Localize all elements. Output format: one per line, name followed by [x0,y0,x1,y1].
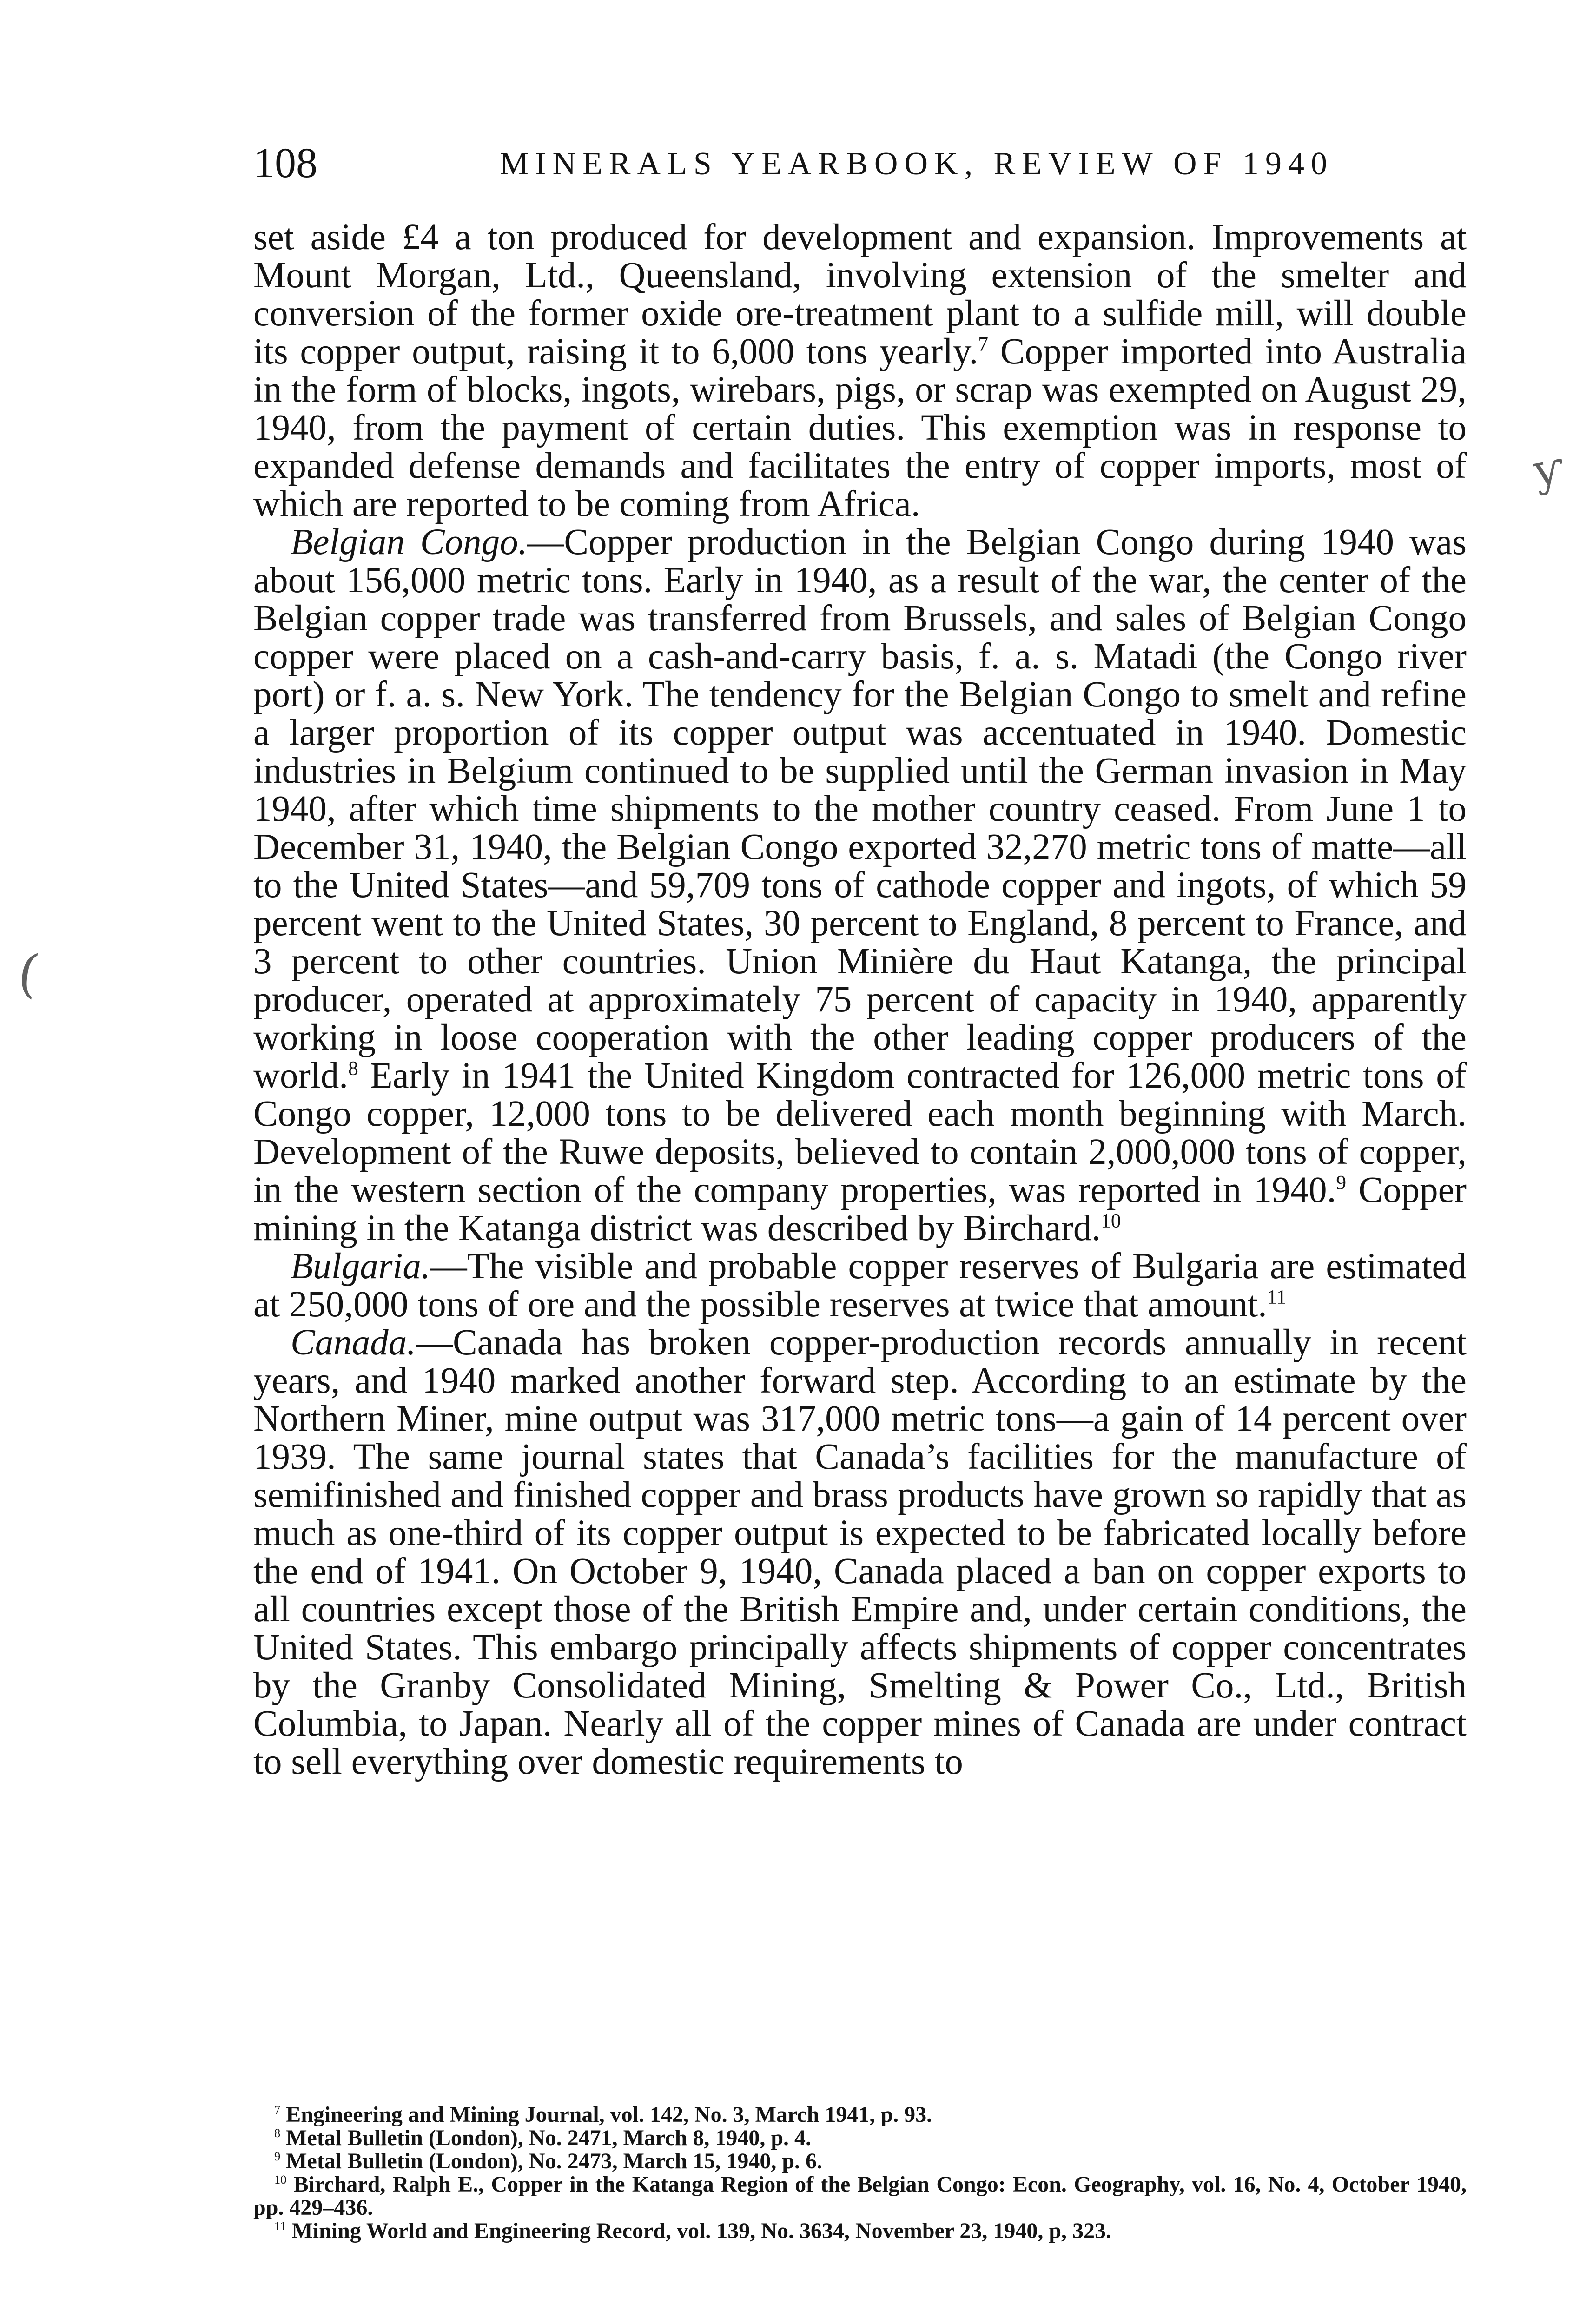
footnote-ref: 9 [1336,1171,1347,1194]
page-number: 108 [253,139,317,186]
running-head [253,137,1467,188]
footnote-9 [253,2150,1467,2173]
paragraph-australia [253,218,1467,523]
footnote-text: Engineering and Mining Journal, vol. 142, No. 3, March 1941, p. 93. [286,2102,932,2127]
footnote-text: Metal Bulletin (London), No. 2473, March 15, 1940, p. 6. [286,2149,823,2173]
paragraph-canada [253,1324,1467,1781]
footnote-ref: 8 [348,1057,358,1080]
section-heading-belgian-congo: Belgian Congo. [291,522,528,562]
footnote-text: Mining World and Engineering Record, vol. 139, No. 3634, November 23, 1940, p, 323. [291,2218,1112,2243]
footnote-text: Metal Bulletin (London), No. 2471, March 8, 1940, p. 4. [286,2126,812,2150]
paragraph-text: Early in 1941 the United Kingdom contracted for 126,000 metric tons of Congo copper, 12,000 tons to be delivered each month beginning with March. Development of the Ruwe deposits, believed to contain 2,000,000 tons of copper, in the western section of the company properties, was reported in 1940. [253,1056,1467,1210]
section-heading-canada: Canada. [291,1322,416,1363]
paragraph-text: set aside £4 a ton produced for development and expansion. Improvements at Mount Morgan, Ltd., Queensland, involving extension of the smelter and conversion of the former oxide ore-treatment plant to a sulfide mill, will double its copper output, raising it to 6,000 tons yearly. [253,217,1467,372]
margin-pencil-mark: ( [14,942,43,1004]
paragraph-text: —Canada has broken copper-production records annually in recent years, and 1940 marked another forward step. According to an estimate by the Northern Miner, mine output was 317,000 metric tons—a gain of 14 percent over 1939. The same journal states that Canada’s facilities for the manufacture of semifinished and finished copper and brass products have grown so rapidly that as much as one-third of its copper output is expected to be fabricated locally before the end of 1941. On October 9, 1940, Canada placed a ban on copper exports to all countries except those of the British Empire and, under certain conditions, the United States. This embargo principally affects shipments of copper concentrates by the Granby Consolidated Mining, Smelting & Power Co., Ltd., British Columbia, to Japan. Nearly all of the copper mines of Canada are under contract to sell everything over domestic requirements to [253,1322,1467,1782]
paragraph-bulgaria [253,1248,1467,1324]
footnote-number: 7 [274,2103,281,2117]
margin-pencil-mark: ƴ [1529,442,1568,497]
paragraph-text: —Copper production in the Belgian Congo during 1940 was about 156,000 metric tons. Early in 1940, as a result of the war, the center of the Belgian copper trade was transferred from Brussels, and sales of Belgian Congo copper were placed on a cash-and-carry basis, f. a. s. Matadi (the Congo river port) or f. a. s. New York. The tendency for the Belgian Congo to smelt and refine a larger proportion of its copper output was accentuated in 1940. Domestic industries in Belgium continued to be supplied until the German invasion in May 1940, after which time shipments to the mother country ceased. From June 1 to December 31, 1940, the Belgian Congo exported 32,270 metric tons of matte—all to the United States—and 59,709 tons of cathode copper and ingots, of which 59 percent went to the United States, 30 percent to England, 8 percent to France, and 3 percent to other countries. Union Minière du Haut Katanga, the principal producer, operated at approximately 75 percent of capacity in 1940, apparently working in loose cooperation with the other leading copper producers of the world. [253,522,1467,1096]
footnote-11 [253,2219,1467,2243]
footnote-number: 10 [274,2172,287,2186]
footnote-ref: 11 [1267,1286,1287,1308]
paragraph-belgian-congo [253,523,1467,1248]
paragraph-text: Copper mining in the Katanga district was described by Birchard. [253,1170,1467,1248]
footnote-ref: 7 [978,333,988,356]
running-head-title: MINERALS YEARBOOK, REVIEW OF 1940 [500,146,1334,182]
section-heading-bulgaria: Bulgaria. [291,1246,430,1287]
footnote-7 [253,2103,1467,2126]
footnote-10 [253,2173,1467,2219]
paragraph-text: Copper imported into Australia in the form of blocks, ingots, wirebars, pigs, or scrap was exempted on August 29, 1940, from the payment of certain duties. This exemption was in response to expanded defense demands and facilitates the entry of copper imports, most of which are reported to be coming from Africa. [253,331,1467,524]
footnote-number: 9 [274,2149,281,2163]
footnote-number: 11 [274,2219,286,2233]
footnote-text: Birchard, Ralph E., Copper in the Katanga Region of the Belgian Congo: Econ. Geography, vol. 16, No. 4, October 1940, pp. 429–436. [253,2172,1467,2220]
footnote-number: 8 [274,2126,281,2140]
footnote-8 [253,2126,1467,2150]
body-text [253,218,1467,1781]
footnotes [253,2103,1467,2243]
paragraph-text: —The visible and probable copper reserves of Bulgaria are estimated at 250,000 tons of ore and the possible reserves at twice that amount. [253,1246,1467,1325]
footnote-ref: 10 [1101,1209,1121,1232]
